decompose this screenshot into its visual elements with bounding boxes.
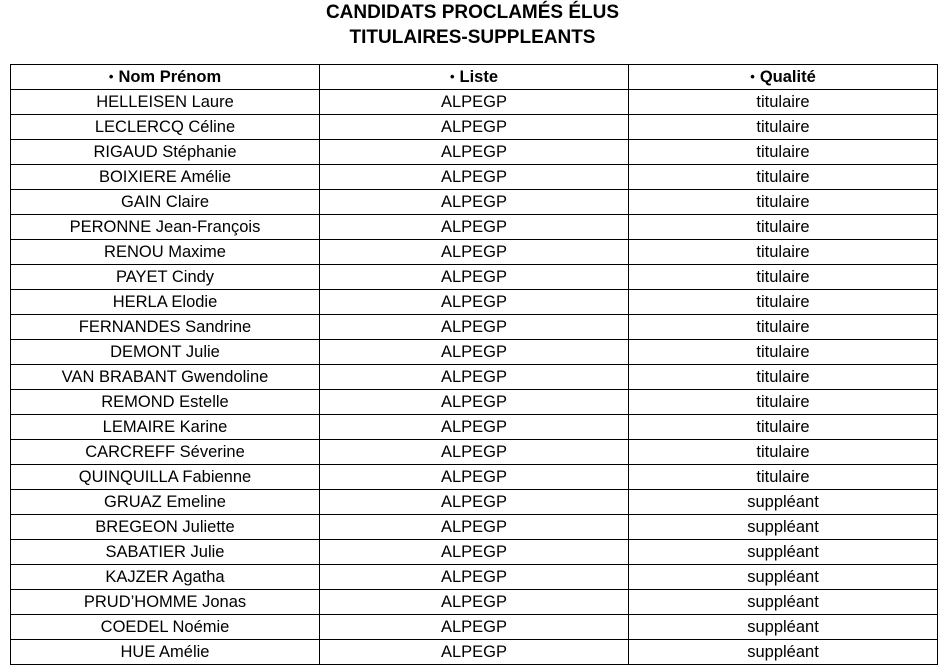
- cell-quality: titulaire: [629, 90, 938, 115]
- cell-quality: titulaire: [629, 115, 938, 140]
- cell-list: ALPEGP: [320, 315, 629, 340]
- cell-list: ALPEGP: [320, 590, 629, 615]
- table-row: [11, 440, 938, 465]
- table-row: [11, 415, 938, 440]
- cell-name: FERNANDES Sandrine: [11, 315, 320, 340]
- cell-list: ALPEGP: [320, 240, 629, 265]
- cell-name: GRUAZ Emeline: [11, 490, 320, 515]
- cell-name: LECLERCQ Céline: [11, 115, 320, 140]
- cell-quality: titulaire: [629, 465, 938, 490]
- cell-name: PERONNE Jean-François: [11, 215, 320, 240]
- table-row: [11, 540, 938, 565]
- cell-list: ALPEGP: [320, 290, 629, 315]
- table-row: [11, 265, 938, 290]
- cell-name: VAN BRABANT Gwendoline: [11, 365, 320, 390]
- cell-list: ALPEGP: [320, 265, 629, 290]
- cell-list: ALPEGP: [320, 540, 629, 565]
- cell-name: DEMONT Julie: [11, 340, 320, 365]
- table-row: [11, 390, 938, 415]
- cell-quality: suppléant: [629, 590, 938, 615]
- cell-quality: suppléant: [629, 515, 938, 540]
- table-row: [11, 490, 938, 515]
- cell-list: ALPEGP: [320, 440, 629, 465]
- table-row: [11, 115, 938, 140]
- table-row: [11, 640, 938, 665]
- table-row: [11, 165, 938, 190]
- header-list: [320, 65, 629, 90]
- cell-name: REMOND Estelle: [11, 390, 320, 415]
- cell-quality: suppléant: [629, 640, 938, 665]
- cell-name: RIGAUD Stéphanie: [11, 140, 320, 165]
- cell-name: PRUD’HOMME Jonas: [11, 590, 320, 615]
- table-row: [11, 140, 938, 165]
- cell-list: ALPEGP: [320, 490, 629, 515]
- table-row: [11, 215, 938, 240]
- bullet-icon: •: [750, 69, 755, 84]
- cell-list: ALPEGP: [320, 90, 629, 115]
- bullet-icon: •: [108, 69, 114, 84]
- header-quality-label: Qualité: [759, 68, 816, 86]
- cell-name: HELLEISEN Laure: [11, 90, 320, 115]
- cell-quality: titulaire: [629, 440, 938, 465]
- cell-name: LEMAIRE Karine: [11, 415, 320, 440]
- cell-list: ALPEGP: [320, 565, 629, 590]
- cell-quality: titulaire: [629, 290, 938, 315]
- header-quality: [629, 65, 938, 90]
- cell-quality: titulaire: [629, 190, 938, 215]
- table-row: [11, 515, 938, 540]
- cell-name: BREGEON Juliette: [11, 515, 320, 540]
- cell-quality: titulaire: [629, 415, 938, 440]
- cell-list: ALPEGP: [320, 390, 629, 415]
- results-table: [10, 64, 938, 665]
- cell-quality: titulaire: [629, 390, 938, 415]
- cell-quality: titulaire: [629, 240, 938, 265]
- title-line-1: CANDIDATS PROCLAMÉS ÉLUS: [325, 2, 620, 23]
- cell-name: RENOU Maxime: [11, 240, 320, 265]
- cell-name: GAIN Claire: [11, 190, 320, 215]
- cell-list: ALPEGP: [320, 515, 629, 540]
- table-row: [11, 465, 938, 490]
- cell-list: ALPEGP: [320, 415, 629, 440]
- table-row: [11, 240, 938, 265]
- cell-name: SABATIER Julie: [11, 540, 320, 565]
- cell-quality: suppléant: [629, 490, 938, 515]
- cell-list: ALPEGP: [320, 365, 629, 390]
- cell-list: ALPEGP: [320, 165, 629, 190]
- cell-list: ALPEGP: [320, 190, 629, 215]
- cell-list: ALPEGP: [320, 615, 629, 640]
- header-list-label: Liste: [459, 68, 499, 86]
- cell-name: COEDEL Noémie: [11, 615, 320, 640]
- table-body: [11, 90, 938, 665]
- table-row: [11, 290, 938, 315]
- table-row: [11, 590, 938, 615]
- header-name-label: Nom Prénom: [118, 68, 222, 86]
- cell-name: CARCREFF Séverine: [11, 440, 320, 465]
- cell-name: KAJZER Agatha: [11, 565, 320, 590]
- table-row: [11, 315, 938, 340]
- cell-list: ALPEGP: [320, 640, 629, 665]
- cell-name: HERLA Elodie: [11, 290, 320, 315]
- cell-quality: titulaire: [629, 315, 938, 340]
- table-row: [11, 90, 938, 115]
- cell-list: ALPEGP: [320, 465, 629, 490]
- cell-name: HUE Amélie: [11, 640, 320, 665]
- cell-quality: titulaire: [629, 165, 938, 190]
- cell-list: ALPEGP: [320, 215, 629, 240]
- cell-quality: titulaire: [629, 140, 938, 165]
- cell-name: BOIXIERE Amélie: [11, 165, 320, 190]
- cell-quality: titulaire: [629, 365, 938, 390]
- table-row: [11, 340, 938, 365]
- title-line-2: TITULAIRES-SUPPLEANTS: [349, 27, 596, 48]
- cell-name: QUINQUILLA Fabienne: [11, 465, 320, 490]
- header-name: [11, 65, 320, 90]
- cell-quality: suppléant: [629, 540, 938, 565]
- cell-quality: suppléant: [629, 615, 938, 640]
- document-title: [0, 0, 940, 50]
- cell-name: PAYET Cindy: [11, 265, 320, 290]
- cell-quality: titulaire: [629, 265, 938, 290]
- header-row: [11, 65, 938, 90]
- cell-quality: titulaire: [629, 215, 938, 240]
- cell-list: ALPEGP: [320, 115, 629, 140]
- cell-quality: suppléant: [629, 565, 938, 590]
- cell-list: ALPEGP: [320, 140, 629, 165]
- table-row: [11, 565, 938, 590]
- cell-list: ALPEGP: [320, 340, 629, 365]
- table-row: [11, 615, 938, 640]
- bullet-icon: •: [449, 69, 455, 84]
- table-row: [11, 190, 938, 215]
- cell-quality: titulaire: [629, 340, 938, 365]
- table-row: [11, 365, 938, 390]
